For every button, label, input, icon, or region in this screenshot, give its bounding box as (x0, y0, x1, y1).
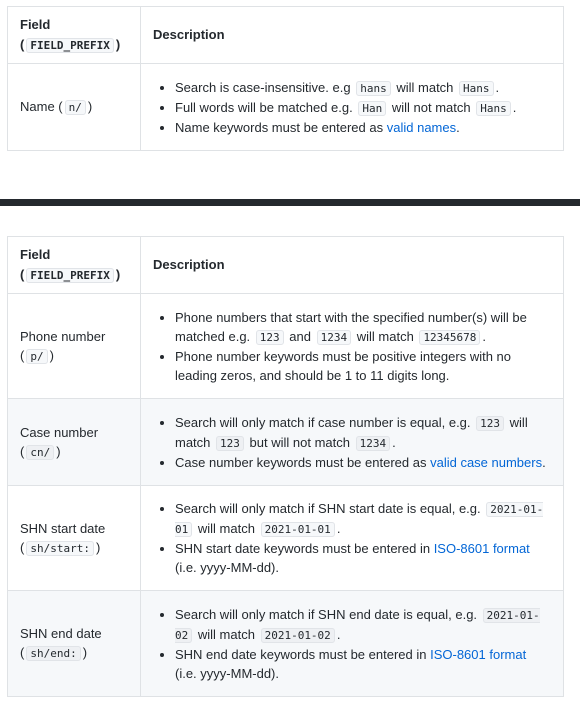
description-cell (141, 591, 564, 697)
field-cell: SHN end date ( sh/end: ) (8, 591, 141, 697)
code-snippet: 123 (476, 416, 504, 431)
prefix-code: cn/ (26, 445, 54, 460)
code-snippet: 123 (216, 436, 244, 451)
name-search-table (7, 6, 564, 151)
text: . (482, 328, 487, 344)
list-item (175, 539, 551, 577)
valid-case-numbers-link[interactable]: valid case numbers (430, 454, 543, 470)
list-item (175, 645, 551, 683)
text: SHN start date keywords must be entered in (175, 541, 431, 556)
code-snippet: 1234 (317, 330, 352, 345)
field-cell: Case number ( cn/ ) (8, 399, 141, 486)
text: will match (197, 521, 255, 536)
list-item (175, 347, 551, 385)
description-cell (141, 64, 564, 151)
text: . (512, 99, 517, 115)
field-header: Field ( FIELD_PREFIX ) (8, 7, 141, 64)
text: Search will only match if SHN start date is equal, e.g. (175, 501, 481, 516)
field-name: Case number (20, 424, 99, 440)
description-cell (141, 294, 564, 399)
text: (i.e. yyyy-MM-dd). (175, 665, 279, 681)
list-item (175, 453, 551, 472)
description-cell (141, 486, 564, 591)
text: Full words will be matched e.g. (175, 99, 353, 115)
field-name: Phone number (20, 328, 106, 344)
field-prefix-code: FIELD_PREFIX (26, 38, 113, 53)
prefix-code: sh/start: (26, 541, 94, 556)
text: . (392, 434, 396, 450)
description-list (153, 78, 551, 137)
field-prefix-code: FIELD_PREFIX (26, 268, 113, 283)
code-snippet: 2021-01-02 (175, 608, 540, 642)
text: will match (175, 414, 528, 450)
description-header: Description (141, 7, 564, 64)
list-item (175, 499, 551, 539)
table-row (8, 64, 564, 151)
list-item (175, 118, 551, 137)
valid-names-link[interactable]: valid names (386, 119, 457, 135)
text: and (289, 328, 311, 344)
code-snippet: 1234 (356, 436, 391, 451)
field-name: Name (20, 99, 55, 114)
text: will match (197, 626, 255, 642)
field-header-title: Field (20, 246, 51, 262)
table-row (8, 399, 564, 486)
field-cell: SHN start date ( sh/start: ) (8, 486, 141, 591)
list-item (175, 78, 551, 98)
text: but will not match (249, 434, 350, 450)
code-snippet: Hans (476, 101, 511, 116)
code-snippet: 2021-01-01 (175, 503, 544, 536)
text: will not match (391, 99, 471, 115)
field-name: SHN end date (20, 626, 102, 641)
code-snippet: hans (356, 81, 391, 96)
code-snippet: 2021-01-02 (261, 628, 335, 643)
table-row (8, 294, 564, 399)
field-search-table (7, 236, 564, 697)
text: . (542, 454, 546, 470)
text: Search will only match if case number is equal, e.g. (175, 414, 471, 430)
description-list (153, 413, 551, 472)
text: Phone number keywords must be positive integers with no leading zeros, and should be 1 to 11 digits long. (175, 348, 512, 383)
description-list (153, 499, 551, 577)
field-header: Field ( FIELD_PREFIX ) (8, 237, 141, 294)
text: (i.e. yyyy-MM-dd). (175, 560, 279, 575)
text: Phone numbers that start with the specified number(s) will be matched e.g. (175, 309, 527, 344)
description-cell (141, 399, 564, 486)
table-header-row (8, 7, 564, 64)
text: SHN end date keywords must be entered in (175, 646, 427, 662)
text: . (495, 79, 500, 95)
field-header-title: Field (20, 16, 51, 32)
code-snippet: 123 (256, 330, 284, 345)
list-item (175, 308, 551, 347)
table-row (8, 486, 564, 591)
code-snippet: Han (358, 101, 386, 116)
text: Search is case-insensitive. e.g (175, 79, 351, 95)
list-item (175, 605, 551, 645)
description-list (153, 605, 551, 683)
section-divider (0, 199, 580, 206)
text: . (336, 521, 341, 536)
field-name: SHN start date (20, 520, 106, 536)
iso-8601-format-link[interactable]: ISO-8601 format (433, 541, 530, 556)
iso-8601-format-link[interactable]: ISO-8601 format (430, 646, 527, 662)
description-list (153, 308, 551, 385)
code-snippet: Hans (459, 81, 494, 96)
prefix-code: sh/end: (26, 646, 80, 661)
prefix-code: p/ (26, 349, 47, 364)
field-cell: Name ( n/ ) (8, 64, 141, 151)
text: Case number keywords must be entered as (175, 454, 427, 470)
text: will match (356, 328, 414, 344)
text: . (336, 626, 341, 642)
list-item (175, 413, 551, 453)
code-snippet: 12345678 (419, 330, 480, 345)
text: will match (396, 79, 454, 95)
description-header: Description (141, 237, 564, 294)
code-snippet: 2021-01-01 (261, 522, 335, 537)
table-row (8, 591, 564, 697)
text: Name keywords must be entered as (175, 119, 384, 135)
list-item (175, 98, 551, 118)
text: . (456, 119, 460, 135)
text: Search will only match if SHN end date is equal, e.g. (175, 606, 478, 622)
prefix-code: n/ (65, 100, 86, 115)
table-header-row (8, 237, 564, 294)
field-cell: Phone number ( p/ ) (8, 294, 141, 399)
